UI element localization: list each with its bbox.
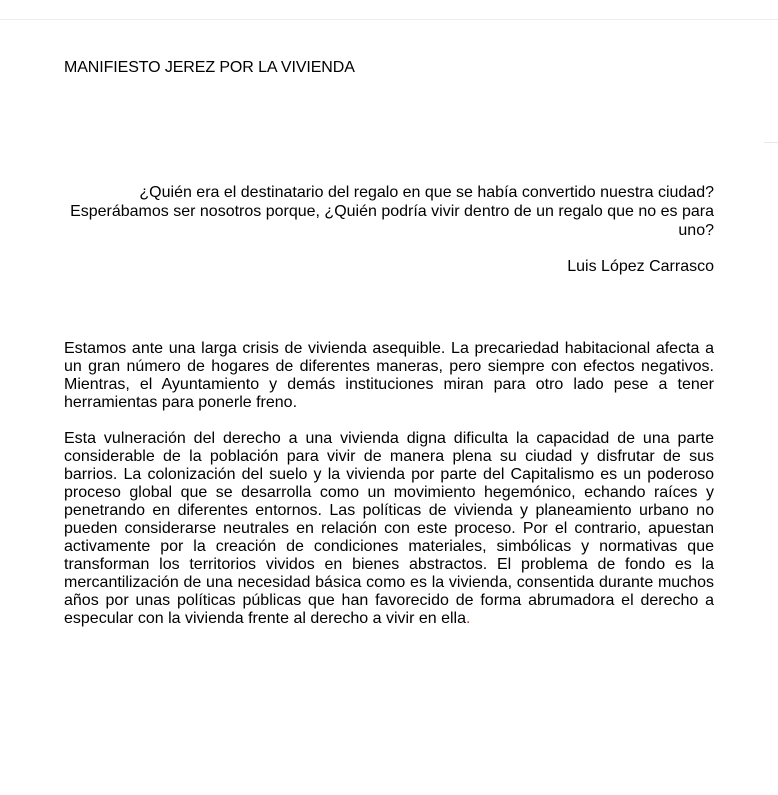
document-title: MANIFIESTO JEREZ POR LA VIVIENDA — [64, 59, 355, 76]
document-body — [64, 340, 714, 628]
epigraph-author: Luis López Carrasco — [567, 258, 714, 275]
paragraph-rights-text: Esta vulneración del derecho a una vivienda digna dificulta la capacidad de una parte considerable de la población para vivir de manera plena su ciudad y disfrutar de sus barrios. La colonización del suelo y la vivienda por parte del Capitalismo es un poderoso proceso global que se desarrolla como un movimiento hegemónico, echando raíces y penetrando en diferentes entornos. Las políticas de vivienda y planeamiento urbano no pueden considerarse neutrales en relación con este proceso. Por el contrario, apuestan activamente por la creación de condiciones materiales, simbólicas y normativas que transforman los territorios vividos en bienes abstractos. El problema de fondo es la mercantilización de una necesidad básica como es la vivienda, consentida durante muchos años por unas políticas públicas que han favorecido de forma abrumadora el derecho a especular con la vivienda frente al derecho a vivir en ella — [64, 430, 714, 627]
final-period-mark: . — [466, 610, 471, 627]
epigraph-quote: ¿Quién era el destinatario del regalo en que se había convertido nuestra ciudad? Esperábamos ser nosotros porque, ¿Quién podría vivir dentro de un regalo que no es para uno? — [70, 184, 714, 239]
paragraph-rights — [64, 430, 714, 628]
page-edge-mark — [764, 142, 778, 143]
epigraph — [64, 183, 714, 276]
page-content — [64, 58, 714, 646]
paragraph-intro-text: Estamos ante una larga crisis de vivienda asequible. La precariedad habitacional afecta a un gran número de hogares de diferentes maneras, pero siempre con efectos negativos. Mientras, el Ayuntamiento y demás instituciones miran para otro lado pese a tener herramientas para ponerle freno. — [64, 340, 714, 411]
paragraph-intro — [64, 340, 714, 412]
page-top-divider — [0, 19, 778, 20]
